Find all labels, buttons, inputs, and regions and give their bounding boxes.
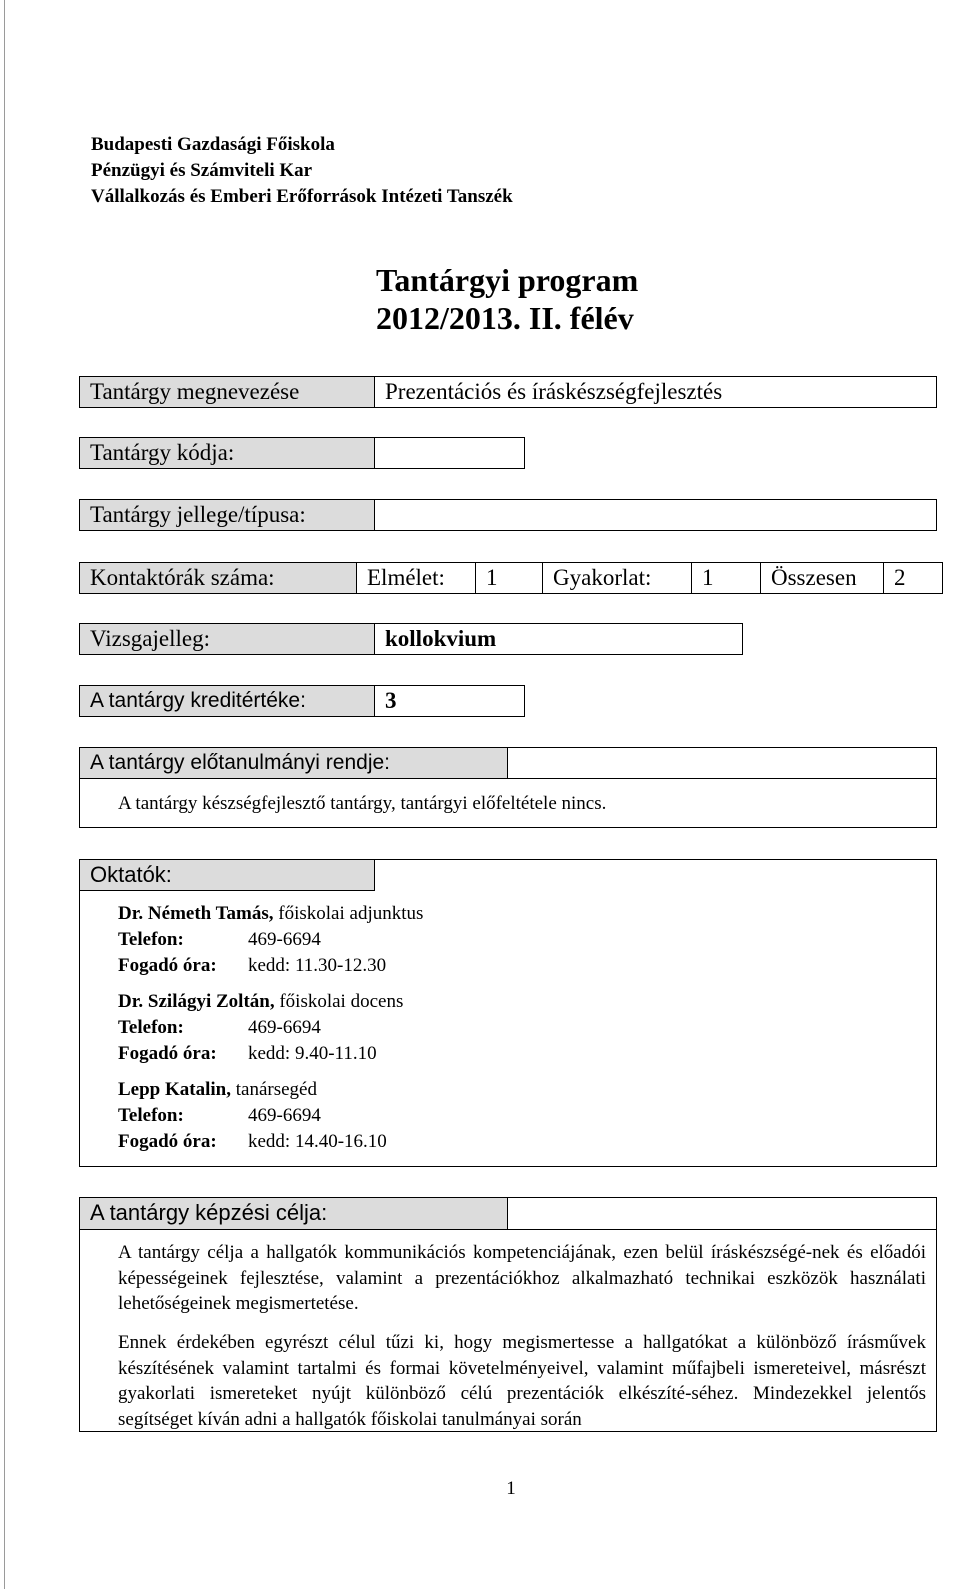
instructor-2-phone-label: Telefon: — [118, 1017, 184, 1038]
instructor-1-name: Dr. Németh Tamás, — [118, 903, 274, 924]
exam-type-value: kollokvium — [374, 623, 743, 655]
instructor-1-phone: 469-6694 — [248, 929, 321, 950]
instructor-1-hours-label: Fogadó óra: — [118, 955, 217, 976]
practice-value: 1 — [691, 562, 761, 594]
total-label: Összesen — [760, 562, 884, 594]
exam-type-label: Vizsgajelleg: — [79, 623, 375, 655]
instructor-1-phone-line — [118, 927, 321, 953]
subject-code-value — [374, 437, 525, 469]
header-faculty: Pénzügyi és Számviteli Kar — [91, 160, 313, 181]
subject-code-label: Tantárgy kódja: — [79, 437, 375, 469]
instructor-2-phone-line — [118, 1015, 321, 1041]
prerequisites-rule — [508, 778, 937, 779]
instructor-3-phone-label: Telefon: — [118, 1105, 184, 1126]
instructor-3-hours: kedd: 14.40-16.10 — [248, 1131, 387, 1152]
instructor-2-hours: kedd: 9.40-11.10 — [248, 1043, 377, 1064]
prerequisites-text: A tantárgy készségfejlesztő tantárgy, tantárgyi előfeltétele nincs. — [118, 793, 607, 814]
instructor-1-title: főiskolai adjunktus — [273, 903, 424, 924]
page-edge — [4, 0, 5, 1589]
goal-paragraph-2: Ennek érdekében egyrészt célul tűzi ki, hogy megismertesse a hallgatókat a különböző írásművek készítésének valamint tartalmi és formai követelményeivel, valamint műfajbeli ismereteivel, másrészt gyakorlati ismereteket nyújt különböző célú prezentációk elkészíté-séhez. Mindezekkel jelentős segítséget kíván adni a hallgatók főiskolai tanulmányai során — [118, 1332, 926, 1430]
page-number: 1 — [506, 1478, 516, 1499]
instructor-1-name-line — [118, 901, 423, 927]
instructor-1-phone-label: Telefon: — [118, 929, 184, 950]
instructor-1-hours-line — [118, 953, 386, 979]
subject-type-label: Tantárgy jellege/típusa: — [79, 499, 375, 531]
instructor-2-name-line — [118, 989, 403, 1015]
instructor-3-phone-line — [118, 1103, 321, 1129]
credit-label: A tantárgy kreditértéke: — [79, 685, 375, 717]
contact-hours-label: Kontaktórák száma: — [79, 562, 357, 594]
instructor-2-hours-line — [118, 1041, 377, 1067]
instructor-3-name-line — [118, 1077, 317, 1103]
subject-type-value — [374, 499, 937, 531]
page-subtitle: 2012/2013. II. félév — [376, 300, 634, 336]
page-title: Tantárgyi program — [376, 262, 639, 298]
instructor-2-name: Dr. Szilágyi Zoltán, — [118, 991, 275, 1012]
subject-name-value: Prezentációs és íráskészségfejlesztés — [374, 376, 937, 408]
instructor-2-title: főiskolai docens — [274, 991, 404, 1012]
instructor-3-phone: 469-6694 — [248, 1105, 321, 1126]
instructor-3-title: tanársegéd — [230, 1079, 317, 1100]
instructor-2-hours-label: Fogadó óra: — [118, 1043, 217, 1064]
prerequisites-label: A tantárgy előtanulmányi rendje: — [80, 748, 508, 779]
theory-label: Elmélet: — [356, 562, 476, 594]
goal-rule — [508, 1229, 937, 1230]
instructor-2-phone: 469-6694 — [248, 1017, 321, 1038]
prerequisites-section — [79, 747, 937, 828]
instructor-1-hours: kedd: 11.30-12.30 — [248, 955, 387, 976]
practice-label: Gyakorlat: — [542, 562, 692, 594]
instructor-3-name: Lepp Katalin, — [118, 1079, 231, 1100]
instructor-3-hours-label: Fogadó óra: — [118, 1131, 217, 1152]
theory-value: 1 — [475, 562, 543, 594]
header-institution: Budapesti Gazdasági Főiskola — [91, 134, 335, 155]
subject-name-label: Tantárgy megnevezése — [79, 376, 375, 408]
goal-label: A tantárgy képzési célja: — [80, 1198, 508, 1230]
header-department: Vállalkozás és Emberi Erőforrások Intézeti Tanszék — [91, 186, 513, 207]
instructor-3-hours-line — [118, 1129, 387, 1155]
total-value: 2 — [883, 562, 943, 594]
instructors-label: Oktatók: — [80, 860, 375, 891]
credit-value: 3 — [374, 685, 525, 717]
goal-paragraph-1: A tantárgy célja a hallgatók kommunikációs kompetenciájának, ezen belül íráskészségé-nek és előadói képességeinek fejlesztése, valamint a prezentációkhoz alkalmazható technikai eszközök használati lehetőségeinek megismertetése. — [118, 1242, 926, 1314]
